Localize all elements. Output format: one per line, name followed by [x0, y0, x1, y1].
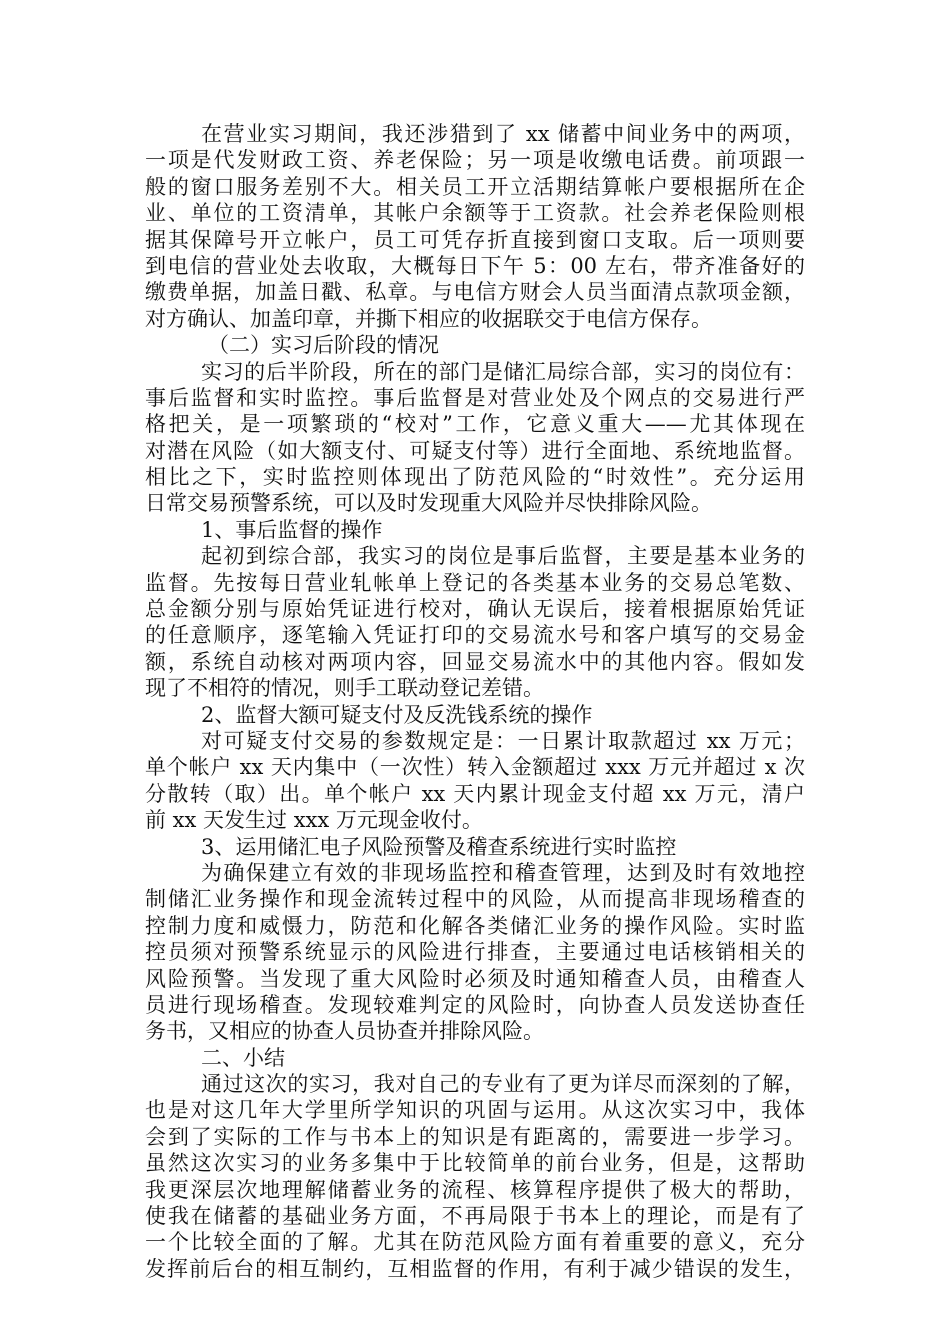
- paragraph-line: 现了不相符的情况，则手工联动登记差错。: [145, 676, 544, 701]
- paragraph-line: 一个比较全面的了解。尤其在防范风险方面有着重要的意义，充分: [145, 1230, 805, 1255]
- paragraph-line: 额，系统自动核对两项内容，回显交易流水中的其他内容。假如发: [145, 649, 805, 674]
- section-subheading: （二）实习后阶段的情况: [208, 333, 439, 358]
- paragraph-first-line: 通过这次的实习，我对自己的专业有了更为详尽而深刻的了解，: [201, 1072, 805, 1097]
- paragraph-line: 日常交易预警系统，可以及时发现重大风险并尽快排除风险。: [145, 491, 712, 516]
- paragraph-line: 监督。先按每日营业轧帐单上登记的各类基本业务的交易总笔数、: [145, 570, 805, 595]
- paragraph-first-line: 在营业实习期间，我还涉猎到了 xx 储蓄中间业务中的两项，: [201, 122, 805, 146]
- paragraph-line: 格把关，是一项繁琐的“校对”工作，它意义重大——尤其体现在: [145, 412, 805, 437]
- paragraph-line: 控制力度和威慑力，防范和化解各类储汇业务的操作风险。实时监: [145, 913, 805, 938]
- paragraph-line: 会到了实际的工作与书本上的知识是有距离的，需要进一步学习。: [145, 1124, 805, 1149]
- paragraph-line: 务书，又相应的协查人员协查并排除风险。: [145, 1019, 544, 1044]
- paragraph-line: 分散转（取）出。单个帐户 xx 天内累计现金支付超 xx 万元，清户: [145, 781, 805, 806]
- paragraph-line: 的任意顺序，逐笔输入凭证打印的交易流水号和客户填写的交易金: [145, 623, 805, 648]
- paragraph-first-line: 为确保建立有效的非现场监控和稽查管理，达到及时有效地控: [201, 860, 805, 885]
- paragraph-line: 业、单位的工资清单，其帐户余额等于工资款。社会养老保险则根: [145, 201, 805, 226]
- paragraph-line: 发挥前后台的相互制约，互相监督的作用，有利于减少错误的发生，: [145, 1256, 805, 1281]
- section-heading: 1、事后监督的操作: [201, 517, 383, 542]
- section-heading: 二、小结: [201, 1045, 285, 1070]
- paragraph-line: 事后监督和实时监控。事后监督是对营业处及个网点的交易进行严: [145, 385, 805, 410]
- paragraph-first-line: 实习的后半阶段，所在的部门是储汇局综合部，实习的岗位有：: [201, 359, 805, 384]
- paragraph-line: 般的窗口服务差别不大。相关员工开立活期结算帐户要根据所在企: [145, 174, 805, 199]
- paragraph-line: 虽然这次实习的业务多集中于比较简单的前台业务，但是，这帮助: [145, 1151, 805, 1176]
- paragraph-line: 对方确认、加盖印章，并撕下相应的收据联交于电信方保存。: [145, 306, 712, 331]
- paragraph-line: 总金额分别与原始凭证进行校对，确认无误后，接着根据原始凭证: [145, 597, 805, 622]
- paragraph-line: 到电信的营业处去收取，大概每日下午 5：00 左右，带齐准备好的: [145, 253, 805, 278]
- paragraph-line: 也是对这几年大学里所学知识的巩固与运用。从这次实习中，我体: [145, 1098, 805, 1123]
- paragraph-line: 控员须对预警系统显示的风险进行排查，主要通过电话核销相关的: [145, 940, 805, 965]
- document-body: [145, 121, 805, 1282]
- paragraph-first-line: 起初到综合部，我实习的岗位是事后监督，主要是基本业务的: [201, 544, 805, 569]
- paragraph-line: 一项是代发财政工资、养老保险；另一项是收缴电话费。前项跟一: [145, 148, 805, 173]
- paragraph-line: 风险预警。当发现了重大风险时必须及时通知稽查人员，由稽查人: [145, 966, 805, 991]
- paragraph-line: 对潜在风险（如大额支付、可疑支付等）进行全面地、系统地监督。: [145, 438, 805, 463]
- paragraph-line: 前 xx 天发生过 xxx 万元现金收付。: [145, 808, 483, 833]
- paragraph-line: 据其保障号开立帐户，员工可凭存折直接到窗口支取。后一项则要: [145, 227, 805, 252]
- paragraph-line: 单个帐户 xx 天内集中（一次性）转入金额超过 xxx 万元并超过 x 次: [145, 755, 805, 780]
- paragraph-line: 相比之下，实时监控则体现出了防范风险的“时效性”。充分运用: [145, 465, 805, 490]
- paragraph-line: 员进行现场稽查。发现较难判定的风险时，向协查人员发送协查任: [145, 992, 805, 1017]
- section-heading: 3、运用储汇电子风险预警及稽查系统进行实时监控: [201, 834, 677, 859]
- section-heading: 2、监督大额可疑支付及反洗钱系统的操作: [201, 702, 593, 727]
- paragraph-line: 制储汇业务操作和现金流转过程中的风险，从而提高非现场稽查的: [145, 887, 805, 912]
- paragraph-first-line: 对可疑支付交易的参数规定是：一日累计取款超过 xx 万元；: [201, 728, 805, 753]
- paragraph-line: 缴费单据，加盖日戳、私章。与电信方财会人员当面清点款项金额，: [145, 280, 805, 305]
- paragraph-line: 我更深层次地理解储蓄业务的流程、核算程序提供了极大的帮助，: [145, 1177, 805, 1202]
- paragraph-line: 使我在储蓄的基础业务方面，不再局限于书本上的理论，而是有了: [145, 1204, 805, 1229]
